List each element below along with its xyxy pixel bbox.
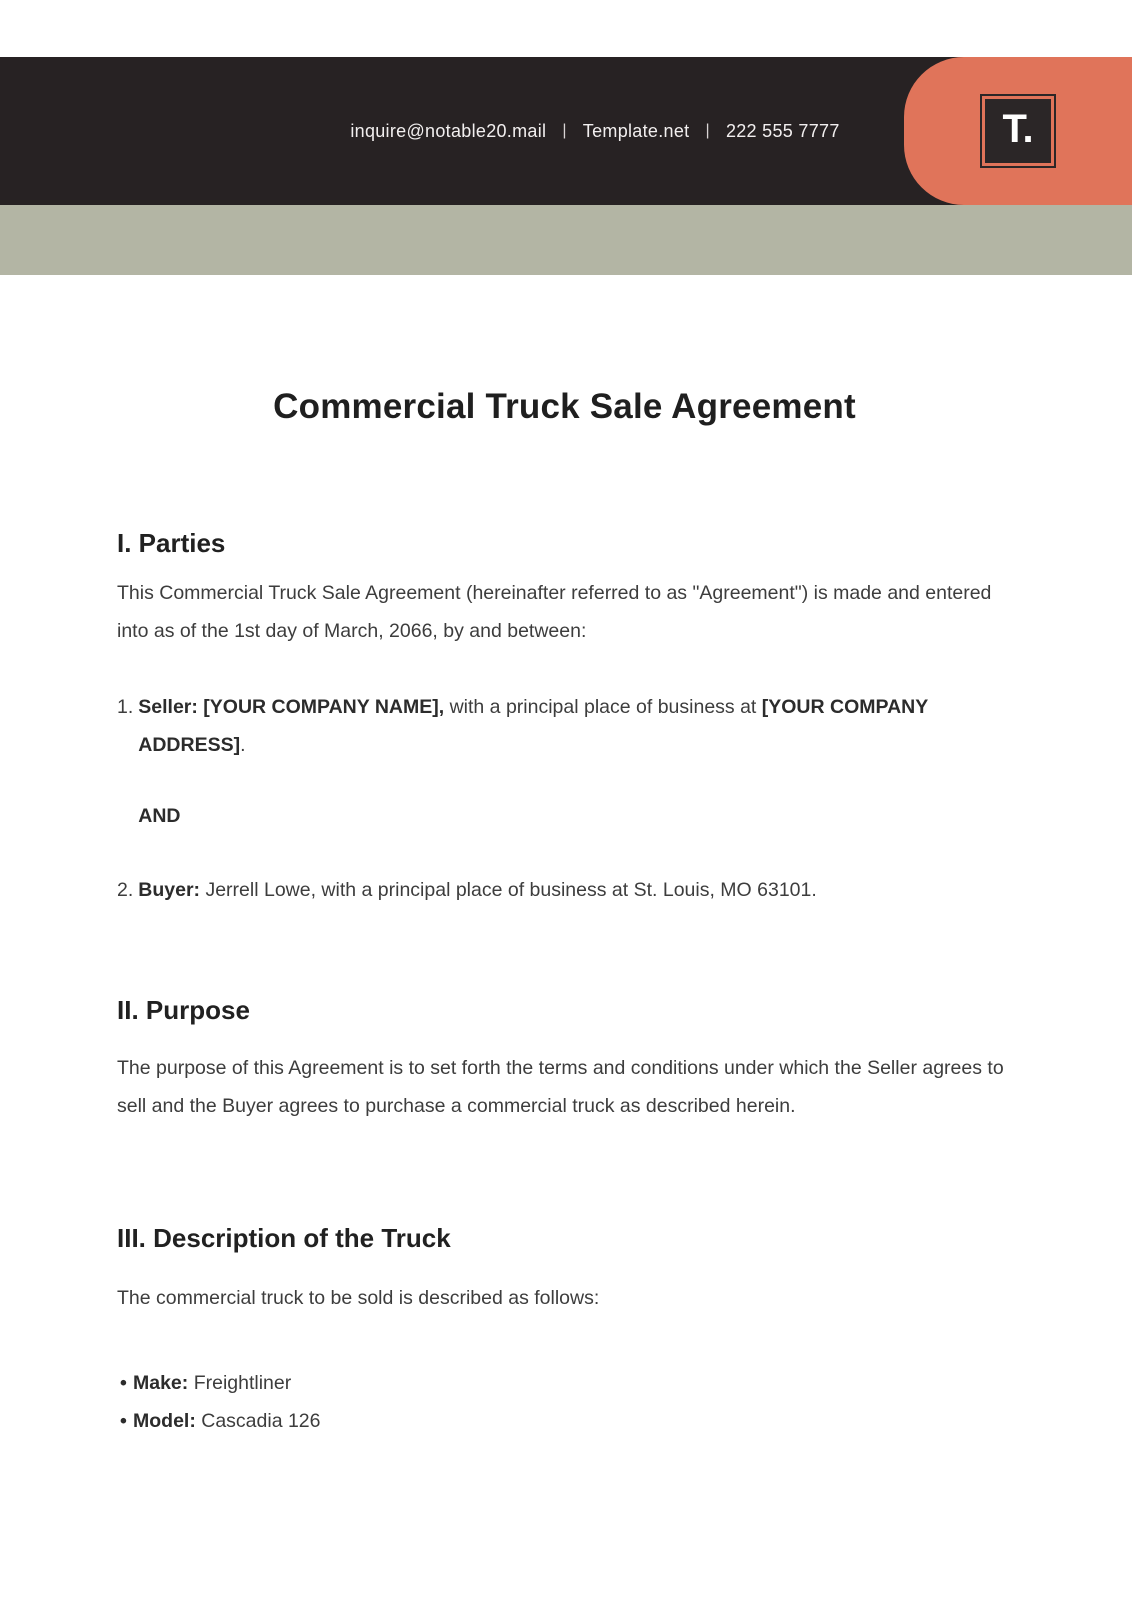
text-run: Seller: [YOUR COMPANY NAME], (138, 696, 445, 718)
section-description (117, 1221, 1012, 1440)
description-paragraph: The commercial truck to be sold is described as follows: (117, 1287, 600, 1309)
bullet-value: Freightliner (188, 1372, 292, 1394)
section-heading-purpose: II. Purpose (117, 995, 250, 1025)
bullet-value: Cascadia 126 (195, 1410, 321, 1432)
bullet-label: Make: (133, 1372, 189, 1394)
item-text (138, 688, 1012, 835)
contact-phone: 222 555 7777 (725, 120, 840, 141)
connector-and: AND (138, 805, 181, 827)
bullet-label: Model: (133, 1410, 196, 1432)
item-number: 2. (117, 879, 134, 901)
accent-strip (0, 205, 1132, 275)
list-item-seller (117, 688, 1012, 835)
truck-spec-list (117, 1364, 1012, 1440)
parties-intro-paragraph: This Commercial Truck Sale Agreement (hereinafter referred to as "Agreement") is made and entered into as of the 1st day of March, 2066, by and between: (117, 582, 992, 642)
item-number: 1. (117, 696, 134, 718)
contact-website: Template.net (582, 120, 690, 141)
section-parties (117, 526, 1012, 909)
purpose-paragraph: The purpose of this Agreement is to set forth the terms and conditions under which the Seller agrees to sell and the Buyer agrees to purchase a commercial truck as described herein. (117, 1057, 1004, 1117)
text-run: Buyer: (138, 879, 201, 901)
logo-text: T. (1002, 107, 1034, 151)
list-item-buyer (117, 871, 1012, 909)
text-run: with a principal place of business at (444, 696, 762, 718)
bullet-item-make (117, 1364, 1012, 1402)
separator: | (705, 122, 710, 139)
section-heading-description: III. Description of the Truck (117, 1223, 451, 1253)
bullet-item-model (117, 1402, 1012, 1440)
section-purpose (117, 993, 1012, 1125)
brand-logo-tab (904, 57, 1132, 205)
parties-numbered-list (117, 688, 1012, 909)
text-run: [YOUR COMPANY ADDRESS] (138, 696, 928, 756)
document-title: Commercial Truck Sale Agreement (273, 387, 856, 426)
bullet-marker: • (120, 1372, 127, 1394)
contact-email: inquire@notable20.mail (350, 120, 547, 141)
text-run: . (240, 734, 246, 756)
item-text (138, 871, 1012, 909)
brand-logo (985, 99, 1051, 163)
bullet-marker: • (120, 1410, 127, 1432)
separator: | (562, 122, 567, 139)
document-body (0, 384, 1132, 1440)
section-heading-parties: I. Parties (117, 528, 226, 558)
header-bar (0, 57, 1132, 205)
logo-frame (980, 94, 1056, 168)
top-white-margin (0, 0, 1132, 57)
text-run: Jerrell Lowe, with a principal place of business at St. Louis, MO 63101. (200, 879, 817, 901)
